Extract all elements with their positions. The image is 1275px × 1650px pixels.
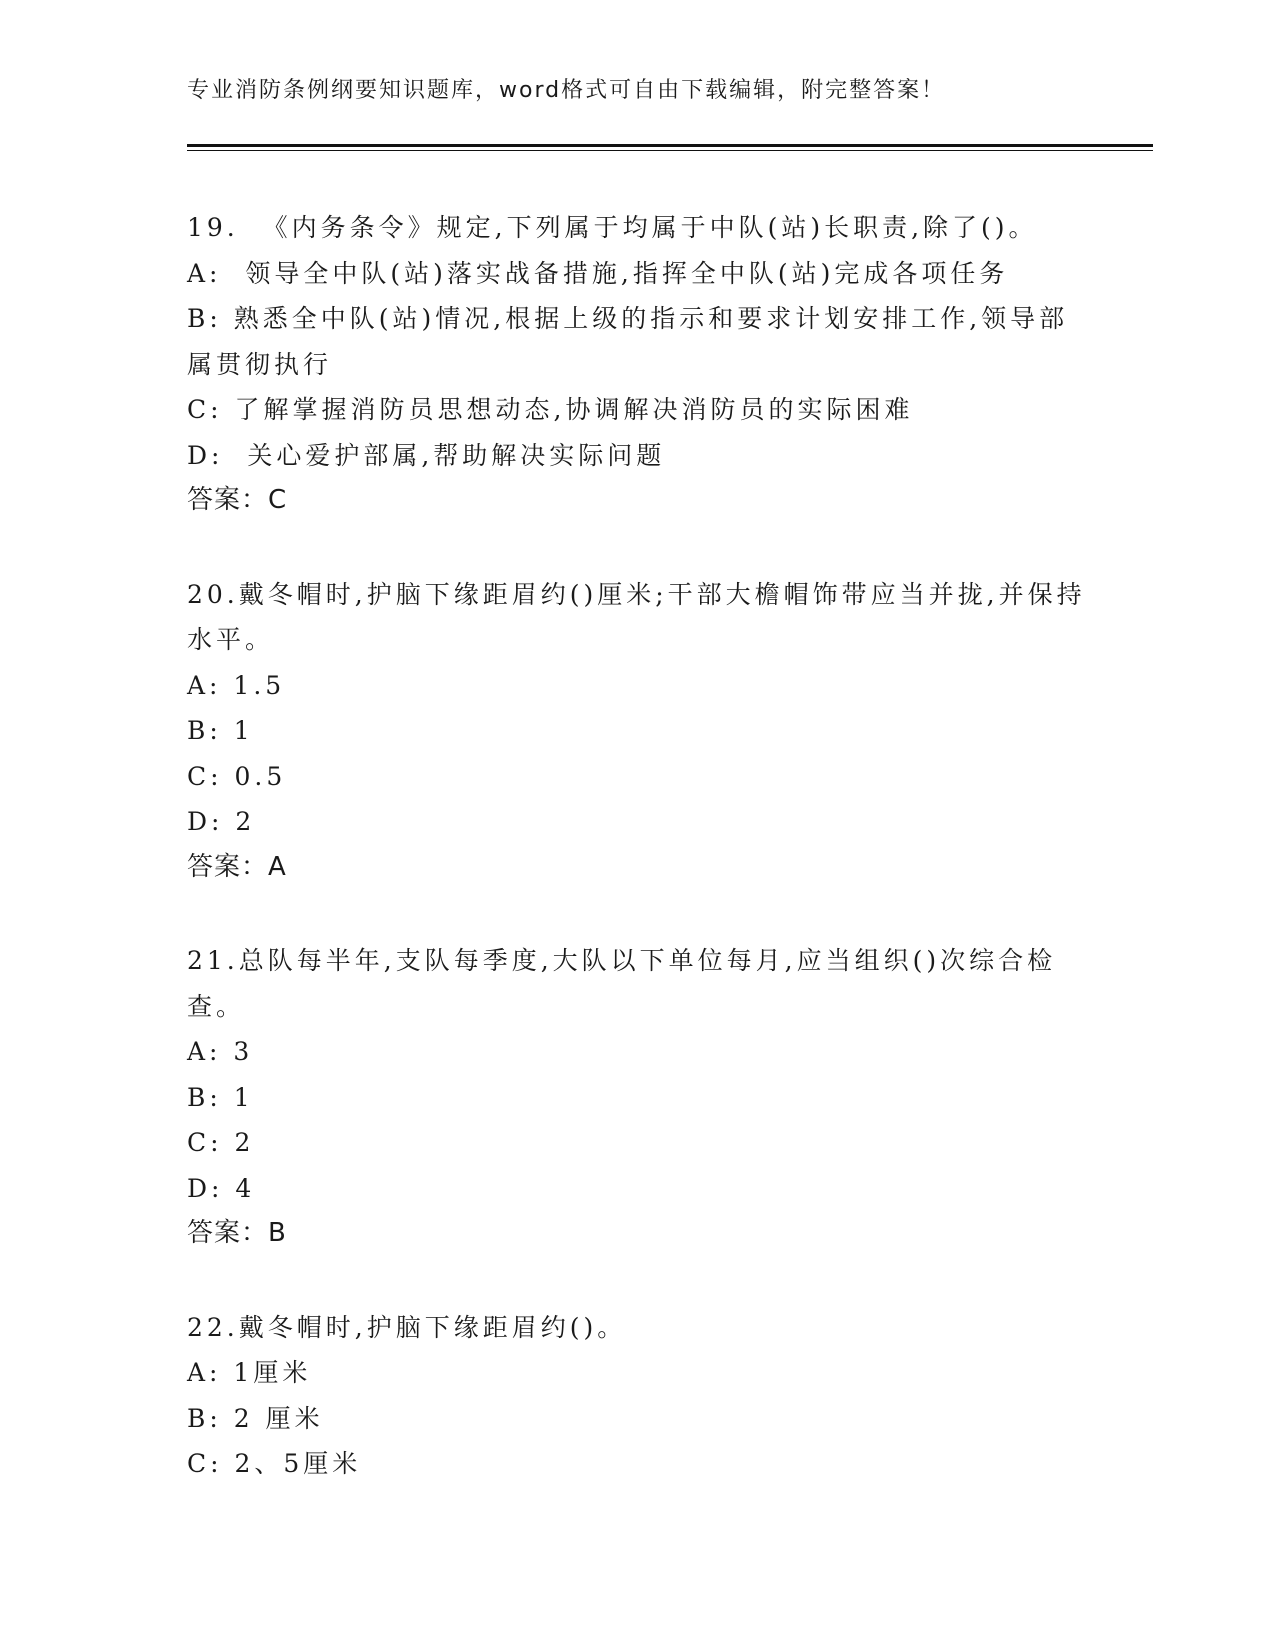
- question-22: [187, 1305, 1087, 1487]
- answer: 答案：C: [187, 485, 288, 515]
- option-b: B: 熟悉全中队(站)情况,根据上级的指示和要求计划安排工作,领导部属贯彻执行: [187, 304, 1069, 379]
- question-stem: 19. 《内务条令》规定,下列属于均属于中队(站)长职责,除了()。: [187, 213, 1038, 242]
- option-b: B: 2 厘米: [187, 1403, 324, 1433]
- page-header: 专业消防条例纲要知识题库，word格式可自由下载编辑，附完整答案！: [187, 78, 946, 103]
- question-stem: 20.戴冬帽时,护脑下缘距眉约()厘米;干部大檐帽饰带应当并拢,并保持水平。: [187, 579, 1086, 654]
- question-list: [187, 205, 1087, 1535]
- option-a: A: 1厘米: [187, 1358, 312, 1387]
- option-a: A: 领导全中队(站)落实战备措施,指挥全中队(站)完成各项任务: [187, 258, 1009, 288]
- header-rule-thick: [187, 144, 1153, 147]
- option-a: A: 3: [187, 1037, 254, 1066]
- option-a: A: 1.5: [187, 670, 286, 700]
- question-stem: 22.戴冬帽时,护脑下缘距眉约()。: [187, 1312, 627, 1342]
- question-stem: 21.总队每半年,支队每季度,大队以下单位每月,应当组织()次综合检查。: [187, 946, 1057, 1021]
- option-b: B: 1: [187, 716, 254, 745]
- question-20: [187, 572, 1087, 891]
- option-d: D: 4: [187, 1173, 256, 1203]
- answer: 答案：A: [187, 851, 287, 882]
- option-c: C: 了解掌握消防员思想动态,协调解决消防员的实际困难: [187, 395, 914, 424]
- header-rule-thin: [187, 150, 1153, 151]
- option-c: C: 2、5厘米: [187, 1449, 362, 1478]
- option-b: B: 1: [187, 1082, 254, 1112]
- option-d: D: 2: [187, 807, 256, 836]
- question-21: [187, 938, 1087, 1257]
- option-c: C: 0.5: [187, 761, 287, 791]
- answer: 答案：B: [187, 1218, 287, 1248]
- option-d: D: 关心爱护部属,帮助解决实际问题: [187, 440, 666, 470]
- question-19: [187, 205, 1087, 524]
- option-c: C: 2: [187, 1128, 255, 1157]
